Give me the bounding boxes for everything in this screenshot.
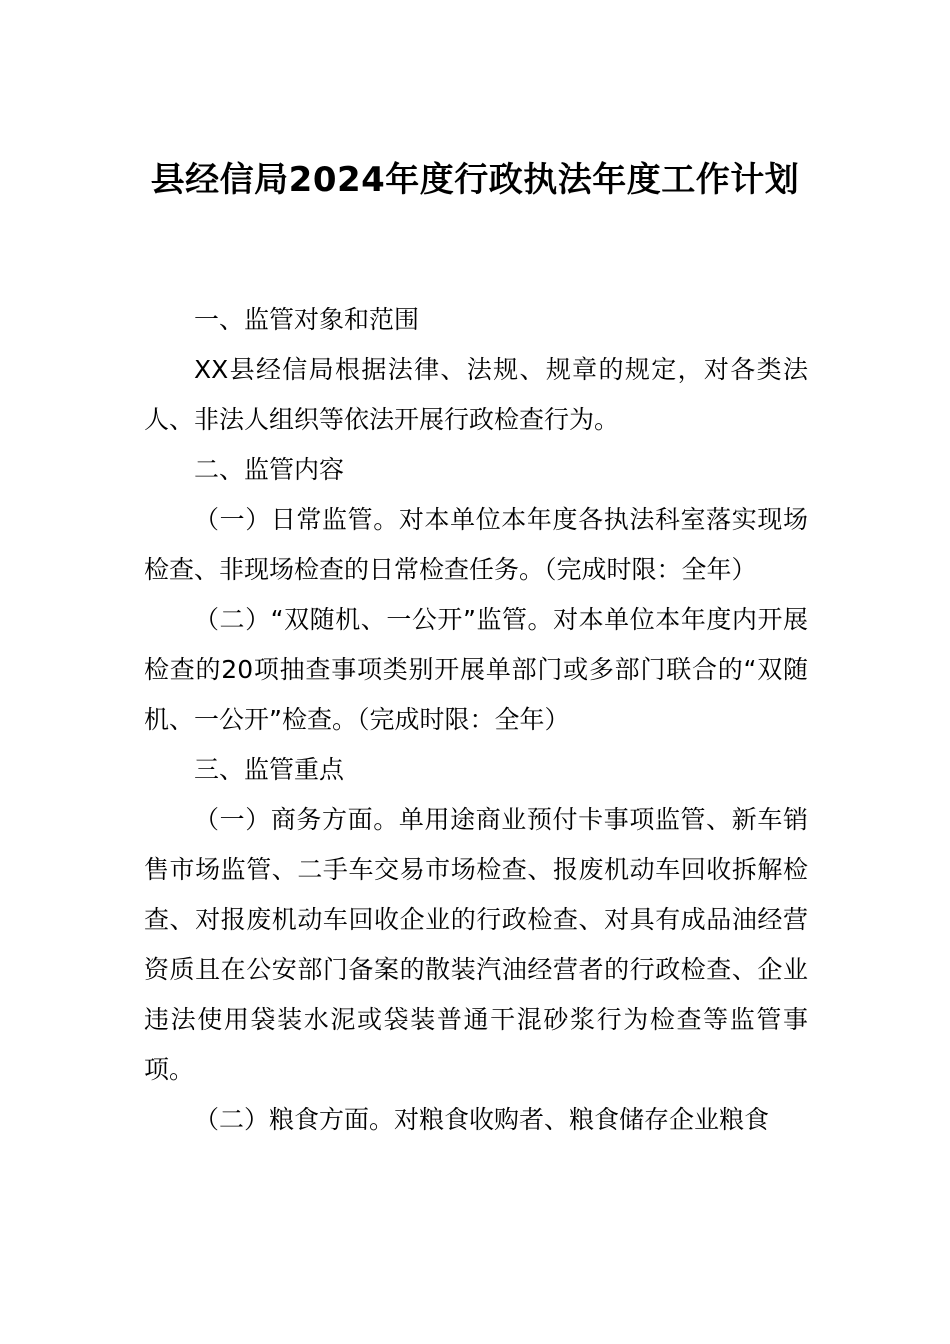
document-body [144,295,808,1145]
section-heading-content: 二、监管内容 [194,455,345,484]
paragraph-double-random: （二）“双随机、一公开”监管。对本单位本年度内开展检查的20项抽查事项类别开展单部门或多部门联合的“双随机、一公开”检查。（完成时限：全年） [144,605,808,734]
section-heading-scope: 一、监管对象和范围 [194,305,420,334]
paragraph-scope-text: XX县经信局根据法律、法规、规章的规定，对各类法人、非法人组织等依法开展行政检查行为。 [144,355,808,434]
section-heading-focus: 三、监管重点 [194,755,345,784]
paragraph-commerce: （一）商务方面。单用途商业预付卡事项监管、新车销售市场监管、二手车交易市场检查、报废机动车回收拆解检查、对报废机动车回收企业的行政检查、对具有成品油经营资质且在公安部门备案的散装汽油经营者的行政检查、企业违法使用袋装水泥或袋装普通干混砂浆行为检查等监管事项。 [144,805,808,1084]
paragraph-grain: （二）粮食方面。对粮食收购者、粮食储存企业粮食 [194,1105,770,1134]
document-title: 县经信局2024年度行政执法年度工作计划 [150,160,800,200]
paragraph-daily-supervision: （一）日常监管。对本单位本年度各执法科室落实现场检查、非现场检查的日常检查任务。（完成时限：全年） [144,505,808,584]
